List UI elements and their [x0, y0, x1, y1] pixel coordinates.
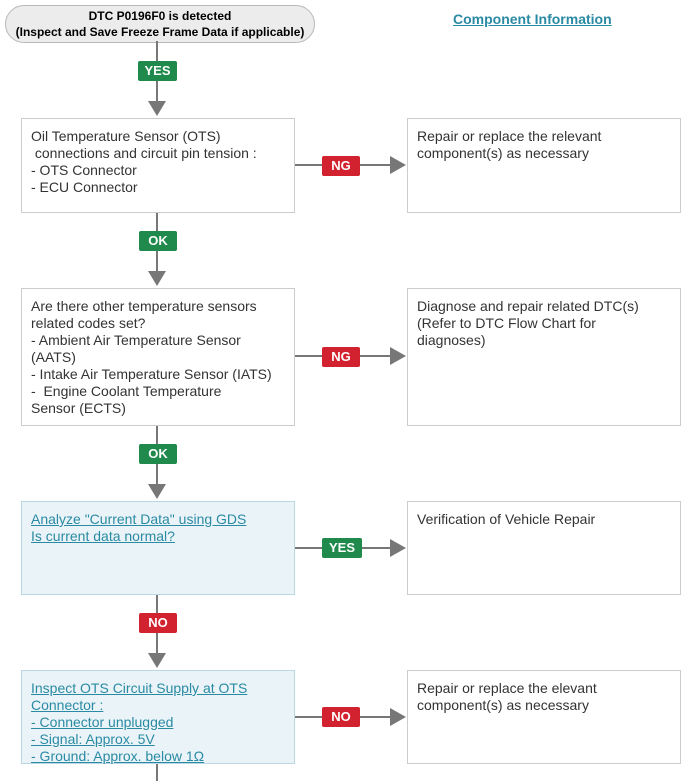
connector-line [156, 764, 158, 781]
connector-unplugged-link[interactable]: - Connector unplugged [31, 714, 174, 730]
arrow-down-icon [148, 271, 166, 286]
step-4-result-line: component(s) as necessary [417, 697, 589, 713]
step-1-result-line: component(s) as necessary [417, 145, 589, 161]
arrow-down-icon [148, 653, 166, 668]
step-2-line: - Engine Coolant Temperature [31, 383, 222, 399]
arrow-down-icon [148, 101, 166, 116]
start-title: DTC P0196F0 is detected [88, 9, 232, 23]
step-2-line: - Ambient Air Temperature Sensor [31, 332, 241, 348]
arrow-right-icon [390, 347, 406, 365]
ok-badge: OK [139, 444, 177, 464]
component-information-link[interactable]: Component Information [453, 11, 612, 27]
step-2-line: related codes set? [31, 315, 146, 331]
signal-voltage-link[interactable]: - Signal: Approx. 5V [31, 731, 155, 747]
no-badge: NO [139, 613, 177, 633]
step-2-line: Are there other temperature sensors [31, 298, 257, 314]
yes-badge: YES [322, 538, 362, 558]
ng-badge: NG [322, 347, 360, 367]
arrow-right-icon [390, 156, 406, 174]
dtc-detected-start [5, 5, 315, 43]
inspect-ots-supply-link[interactable]: Inspect OTS Circuit Supply at OTS [31, 680, 248, 696]
analyze-current-data-link[interactable]: Analyze "Current Data" using GDS [31, 511, 247, 527]
step-1-line: - OTS Connector [31, 162, 137, 178]
step-2-check-box [21, 288, 295, 426]
step-4-result-box [407, 670, 681, 764]
ground-resistance-link[interactable]: - Ground: Approx. below 1Ω [31, 748, 205, 764]
step-1-line: - ECU Connector [31, 179, 138, 195]
start-subtitle: (Inspect and Save Freeze Frame Data if applicable) [15, 25, 305, 39]
step-2-line: (AATS) [31, 349, 76, 365]
inspect-ots-supply-link[interactable]: Connector : [31, 697, 104, 713]
step-1-check-box [21, 118, 295, 213]
step-2-result-line: Diagnose and repair related DTC(s) [417, 298, 639, 314]
arrow-down-icon [148, 484, 166, 499]
arrow-right-icon [390, 539, 406, 557]
current-data-normal-link[interactable]: Is current data normal? [31, 528, 175, 544]
step-1-line: connections and circuit pin tension : [31, 145, 257, 161]
step-3-check-box [21, 501, 295, 595]
step-4-result-line: Repair or replace the elevant [417, 680, 597, 696]
yes-badge: YES [138, 61, 177, 81]
step-2-line: Sensor (ECTS) [31, 400, 126, 416]
step-4-check-box [21, 670, 295, 764]
ok-badge: OK [139, 231, 177, 251]
step-3-result-line: Verification of Vehicle Repair [417, 511, 596, 527]
ng-badge: NG [322, 156, 360, 176]
step-2-result-line: (Refer to DTC Flow Chart for [417, 315, 596, 331]
step-2-result-line: diagnoses) [417, 332, 486, 348]
step-2-result-box [407, 288, 681, 426]
step-1-result-box [407, 118, 681, 213]
step-3-result-box [407, 501, 681, 595]
step-2-line: - Intake Air Temperature Sensor (IATS) [31, 366, 272, 382]
arrow-right-icon [390, 708, 406, 726]
step-1-result-line: Repair or replace the relevant [417, 128, 602, 144]
step-1-line: Oil Temperature Sensor (OTS) [31, 128, 221, 144]
no-badge: NO [322, 707, 360, 727]
